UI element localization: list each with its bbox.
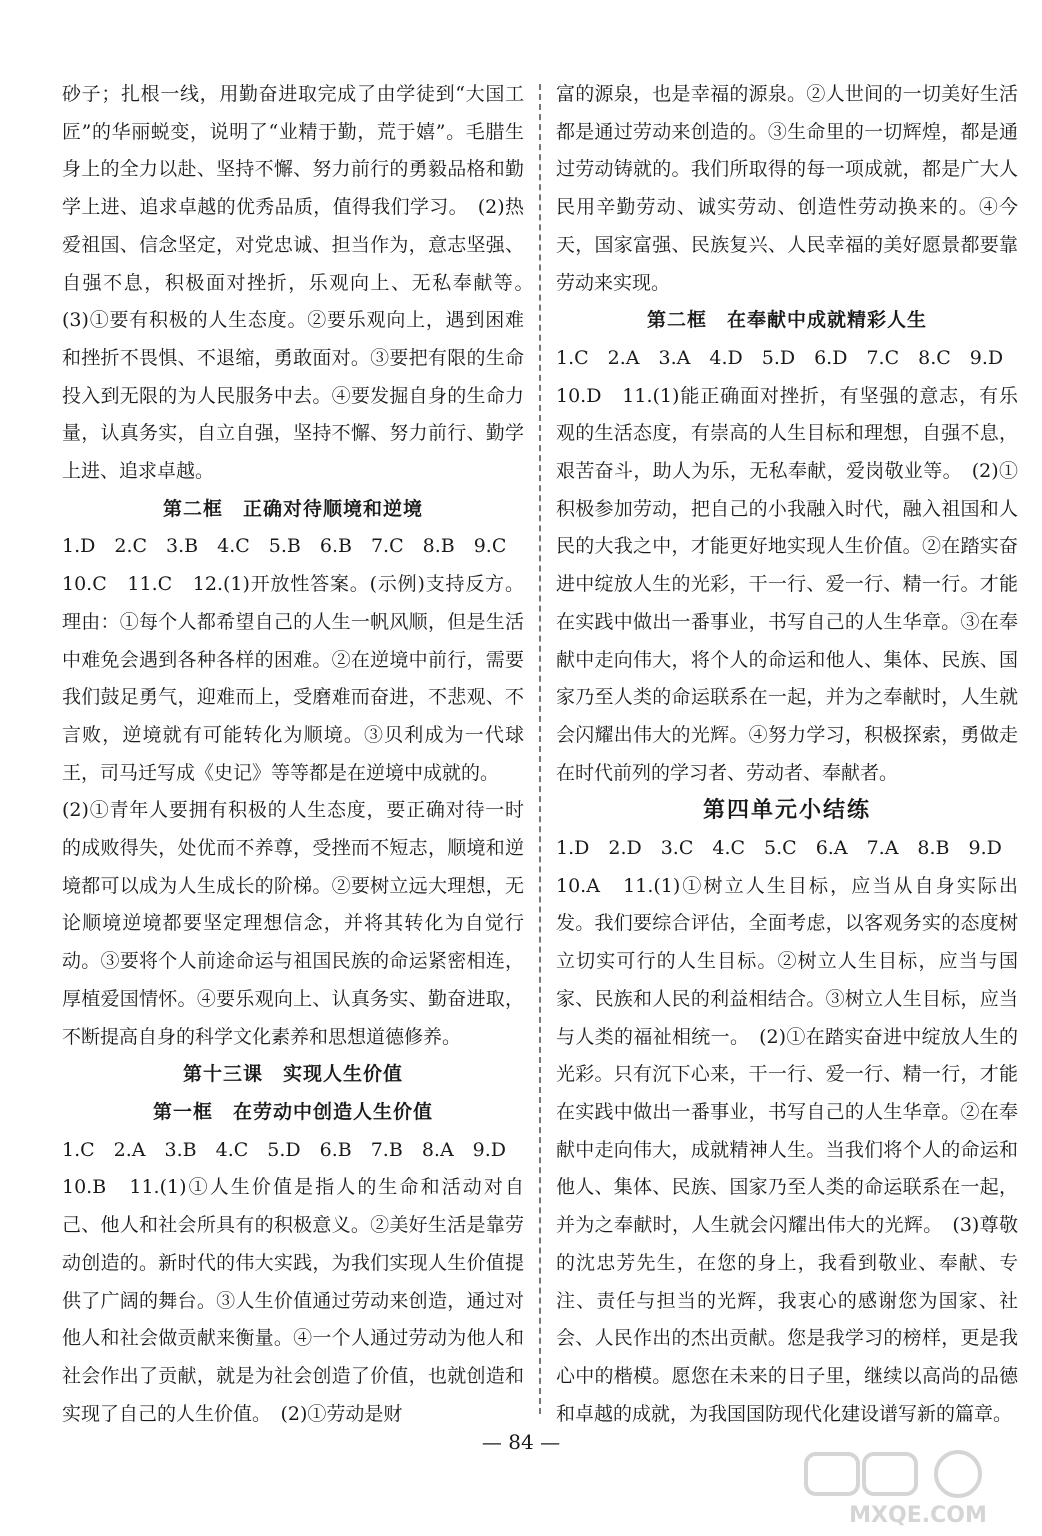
section-heading-labor: 第一框 在劳动中创造人生价值 — [152, 1100, 433, 1123]
right-column — [556, 76, 1018, 1433]
answer-line-choices-3: 1.C 2.A 3.A 4.D 5.D 6.D 7.C 8.C 9.D — [556, 346, 1004, 369]
unit-summary-heading: 第四单元小结练 — [702, 797, 871, 824]
watermark-logo — [798, 1448, 1028, 1528]
answer-block-labor: 10.B 11.(1)①人生价值是指人的生命和活动对自己、他人和社会所具有的积极意义。②美好生活是靠劳动创造的。新时代的伟大实践，为我们实现人生价值提供了广阔的舞台。③人生价值通过劳动来创造，通过对他人和社会做贡献来衡量。④一个人通过劳动为他人和社会作出了贡献，就是为社会创造了价值，也就创造和实现了自己的人生价值。 (2)①劳动是财 — [62, 1176, 524, 1425]
page-number: — 84 — — [481, 1430, 561, 1454]
section-heading-adversity: 第二框 正确对待顺境和逆境 — [162, 497, 423, 520]
answer-block-unit-summary: 10.A 11.(1)①树立人生目标，应当从自身实际出发。我们要综合评估，全面考虑，以客观务实的态度树立切实可行的人生目标。②树立人生目标，应当与国家、民族和人民的利益相结合。③树立人生目标，应当与人类的福祉相统一。 (2)①在踏实奋进中绽放人生的光彩。只有沉下心来，干一行、爱一行、精一行，才能在实践中做出一番事业，书写自己的人生华章。②在奉献中走向伟大，成就精神人生。当我们将个人的命运和他人、集体、民族、国家乃至人类的命运联系在一起，并为之奉献时，人生就会闪耀出伟大的光辉。 (3)尊敬的沈忠芳先生，在您的身上，我看到敬业、奉献、专注、责任与担当的光辉，我衷心的感谢您为国家、社会、人民作出的杰出贡献。您是我学习的榜样，更是我心中的楷模。愿您在未来的日子里，继续以高尚的品德和卓越的成就，为我国国防现代化建设谱写新的篇章。 — [556, 874, 1018, 1425]
answer-line-choices-2: 1.C 2.A 3.B 4.C 5.D 6.B 7.B 8.A 9.D — [62, 1138, 507, 1161]
answer-line-choices: 1.D 2.C 3.B 4.C 5.B 6.B 7.C 8.B 9.C — [62, 535, 507, 558]
answer-block-adversity: 10.C 11.C 12.(1)开放性答案。(示例)支持反方。理由：①每个人都希望自己的人生一帆风顺，但是生活中难免会遇到各种各样的困难。②在逆境中前行，需要我们鼓足勇气，迎难而上，受磨难而奋进，不悲观、不言败，逆境就有可能转化为顺境。③贝利成为一代球王，司马迁写成《史记》等等都是在逆境中成就的。 — [62, 573, 524, 784]
right-paragraph-continued: 富的源泉，也是幸福的源泉。②人世间的一切美好生活都是通过劳动来创造的。③生命里的一切辉煌，都是通过劳动铸就的。我们所取得的每一项成就，都是广大人民用辛勤劳动、诚实劳动、创造性劳动换来的。④今天，国家富强、民族复兴、人民幸福的美好愿景都要靠劳动来实现。 — [556, 83, 1018, 294]
section-heading-dedication: 第二框 在奉献中成就精彩人生 — [646, 309, 927, 332]
answer-block-adversity-2: (2)①青年人要拥有积极的人生态度，要正确对待一时的成败得失，处优而不养尊，受挫而不短志，顺境和逆境都可以成为人生成长的阶梯。②要树立远大理想，无论顺境逆境都要坚定理想信念，并将其转化为自觉行动。③要将个人前途命运与祖国民族的命运紧密相连，厚植爱国情怀。④要乐观向上、认真务实、勤奋进取，不断提高自身的科学文化素养和思想道德修养。 — [62, 799, 524, 1048]
answer-block-dedication: 10.D 11.(1)能正确面对挫折，有坚强的意志，有乐观的生活态度，有崇高的人生目标和理想，自强不息，艰苦奋斗，助人为乐，无私奉献，爱岗敬业等。 (2)①积极参加劳动，把自己的小我融入时代，融入祖国和人民的大我之中，才能更好地实现人生价值。②在踏实奋进中绽放人生的光彩，干一行、爱一行、精一行。才能在实践中做出一番事业，书写自己的人生华章。③在奉献中走向伟大，将个人的命运和他人、集体、民族、国家乃至人类的命运联系在一起，并为之奉献时，人生就会闪耀出伟大的光辉。④努力学习，积极探索，勇做走在时代前列的学习者、劳动者、奉献者。 — [556, 384, 1018, 784]
answer-line-choices-4: 1.D 2.D 3.C 4.C 5.C 6.A 7.A 8.B 9.D — [556, 837, 1002, 860]
column-divider — [539, 84, 541, 1414]
lesson-heading-13: 第十三课 实现人生价值 — [182, 1063, 403, 1086]
watermark-url: MXQE.COM — [849, 1503, 987, 1528]
left-column — [62, 76, 544, 1433]
left-paragraph-continued: 砂子；扎根一线，用勤奋进取完成了由学徒到“大国工匠”的华丽蜕变，说明了“业精于勤，荒于嬉”。毛腊生身上的全力以赴、坚持不懈、努力前行的勇毅品格和勤学上进、追求卓越的优秀品质，值得我们学习。 (2)热爱祖国、信念坚定，对党忠诚、担当作为，意志坚强、自强不息，积极面对挫折，乐观向上、无私奉献等。 (3)①要有积极的人生态度。②要乐观向上，遇到困难和挫折不畏惧、不退缩，勇敢面对。③要把有限的生命投入到无限的为人民服务中去。④要发掘自身的生命力量，认真务实，自立自强，坚持不懈、努力前行、勤学上进、追求卓越。 — [62, 83, 544, 483]
